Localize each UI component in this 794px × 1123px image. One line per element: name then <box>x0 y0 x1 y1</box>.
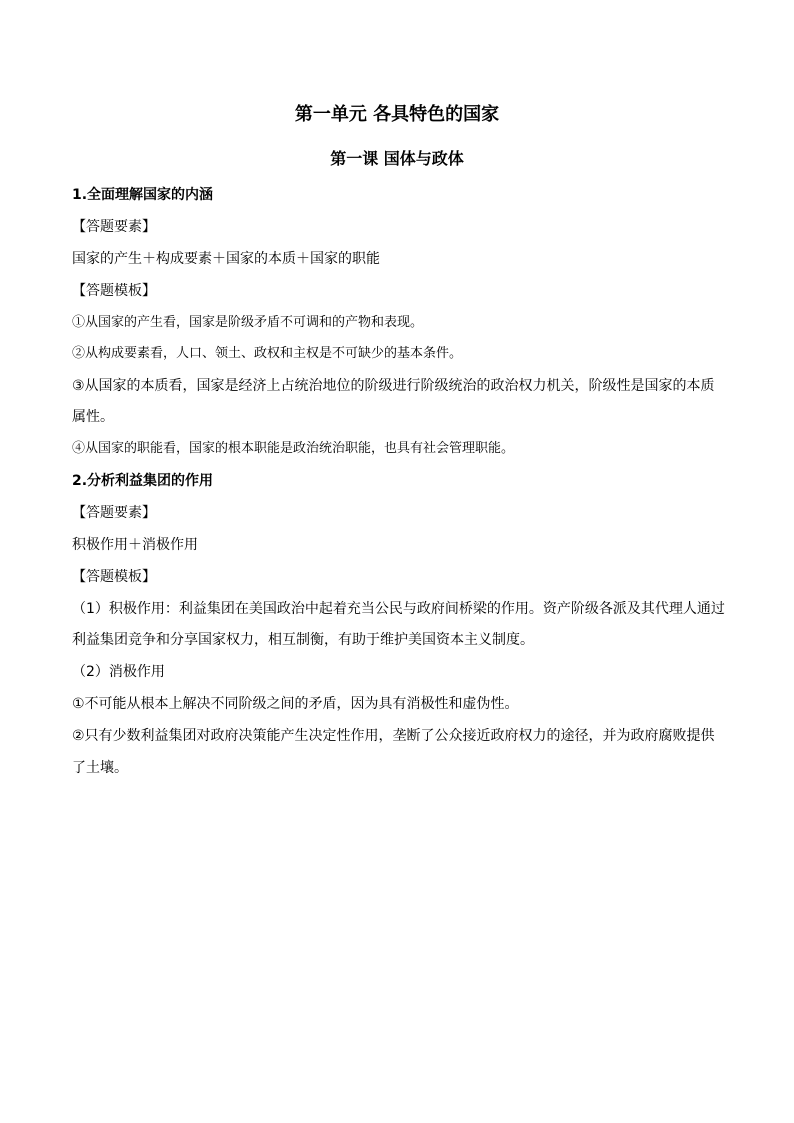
section-1-item-3-continued: 属性。 <box>72 409 114 425</box>
section-1-elements-text: 国家的产生＋构成要素＋国家的本质＋国家的职能 <box>72 251 380 267</box>
section-2-positive-line-1: （1）积极作用：利益集团在美国政治中起着充当公民与政府间桥梁的作用。资产阶级各派及其代理人通过 <box>72 601 725 617</box>
unit-title: 第一单元 各具特色的国家 <box>294 104 500 125</box>
section-2-negative-item-1: ①不可能从根本上解决不同阶级之间的矛盾，因为具有消极性和虚伪性。 <box>72 696 519 712</box>
section-1-item-4: ④从国家的职能看，国家的根本职能是政治统治职能，也具有社会管理职能。 <box>72 441 515 456</box>
section-2-template-label: 【答题模板】 <box>72 569 156 585</box>
section-2-negative-label: （2）消极作用 <box>72 664 165 680</box>
section-2-elements-label: 【答题要素】 <box>72 505 156 521</box>
section-1-item-3: ③从国家的本质看，国家是经济上占统治地位的阶级进行阶级统治的政治权力机关，阶级性是国家的本质 <box>72 378 715 394</box>
section-2-positive-line-2: 利益集团竞争和分享国家权力，相互制衡，有助于维护美国资本主义制度。 <box>72 632 534 648</box>
section-2-negative-item-2: ②只有少数利益集团对政府决策能产生决定性作用，垄断了公众接近政府权力的途径，并为政府腐败提供 <box>72 728 715 744</box>
section-2-negative-item-2-continued: 了土壤。 <box>72 760 128 776</box>
section-2-elements-text: 积极作用＋消极作用 <box>72 537 198 553</box>
section-1-heading: 1.全面理解国家的内涵 <box>72 187 214 203</box>
section-1-elements-label: 【答题要素】 <box>72 219 156 235</box>
section-2-heading: 2.分析利益集团的作用 <box>72 473 214 489</box>
section-1-template-label: 【答题模板】 <box>72 283 156 299</box>
section-1-item-2: ②从构成要素看，人口、领土、政权和主权是不可缺少的基本条件。 <box>72 346 463 361</box>
lesson-title: 第一课 国体与政体 <box>330 149 464 168</box>
section-1-item-1: ①从国家的产生看，国家是阶级矛盾不可调和的产物和表现。 <box>72 315 424 330</box>
